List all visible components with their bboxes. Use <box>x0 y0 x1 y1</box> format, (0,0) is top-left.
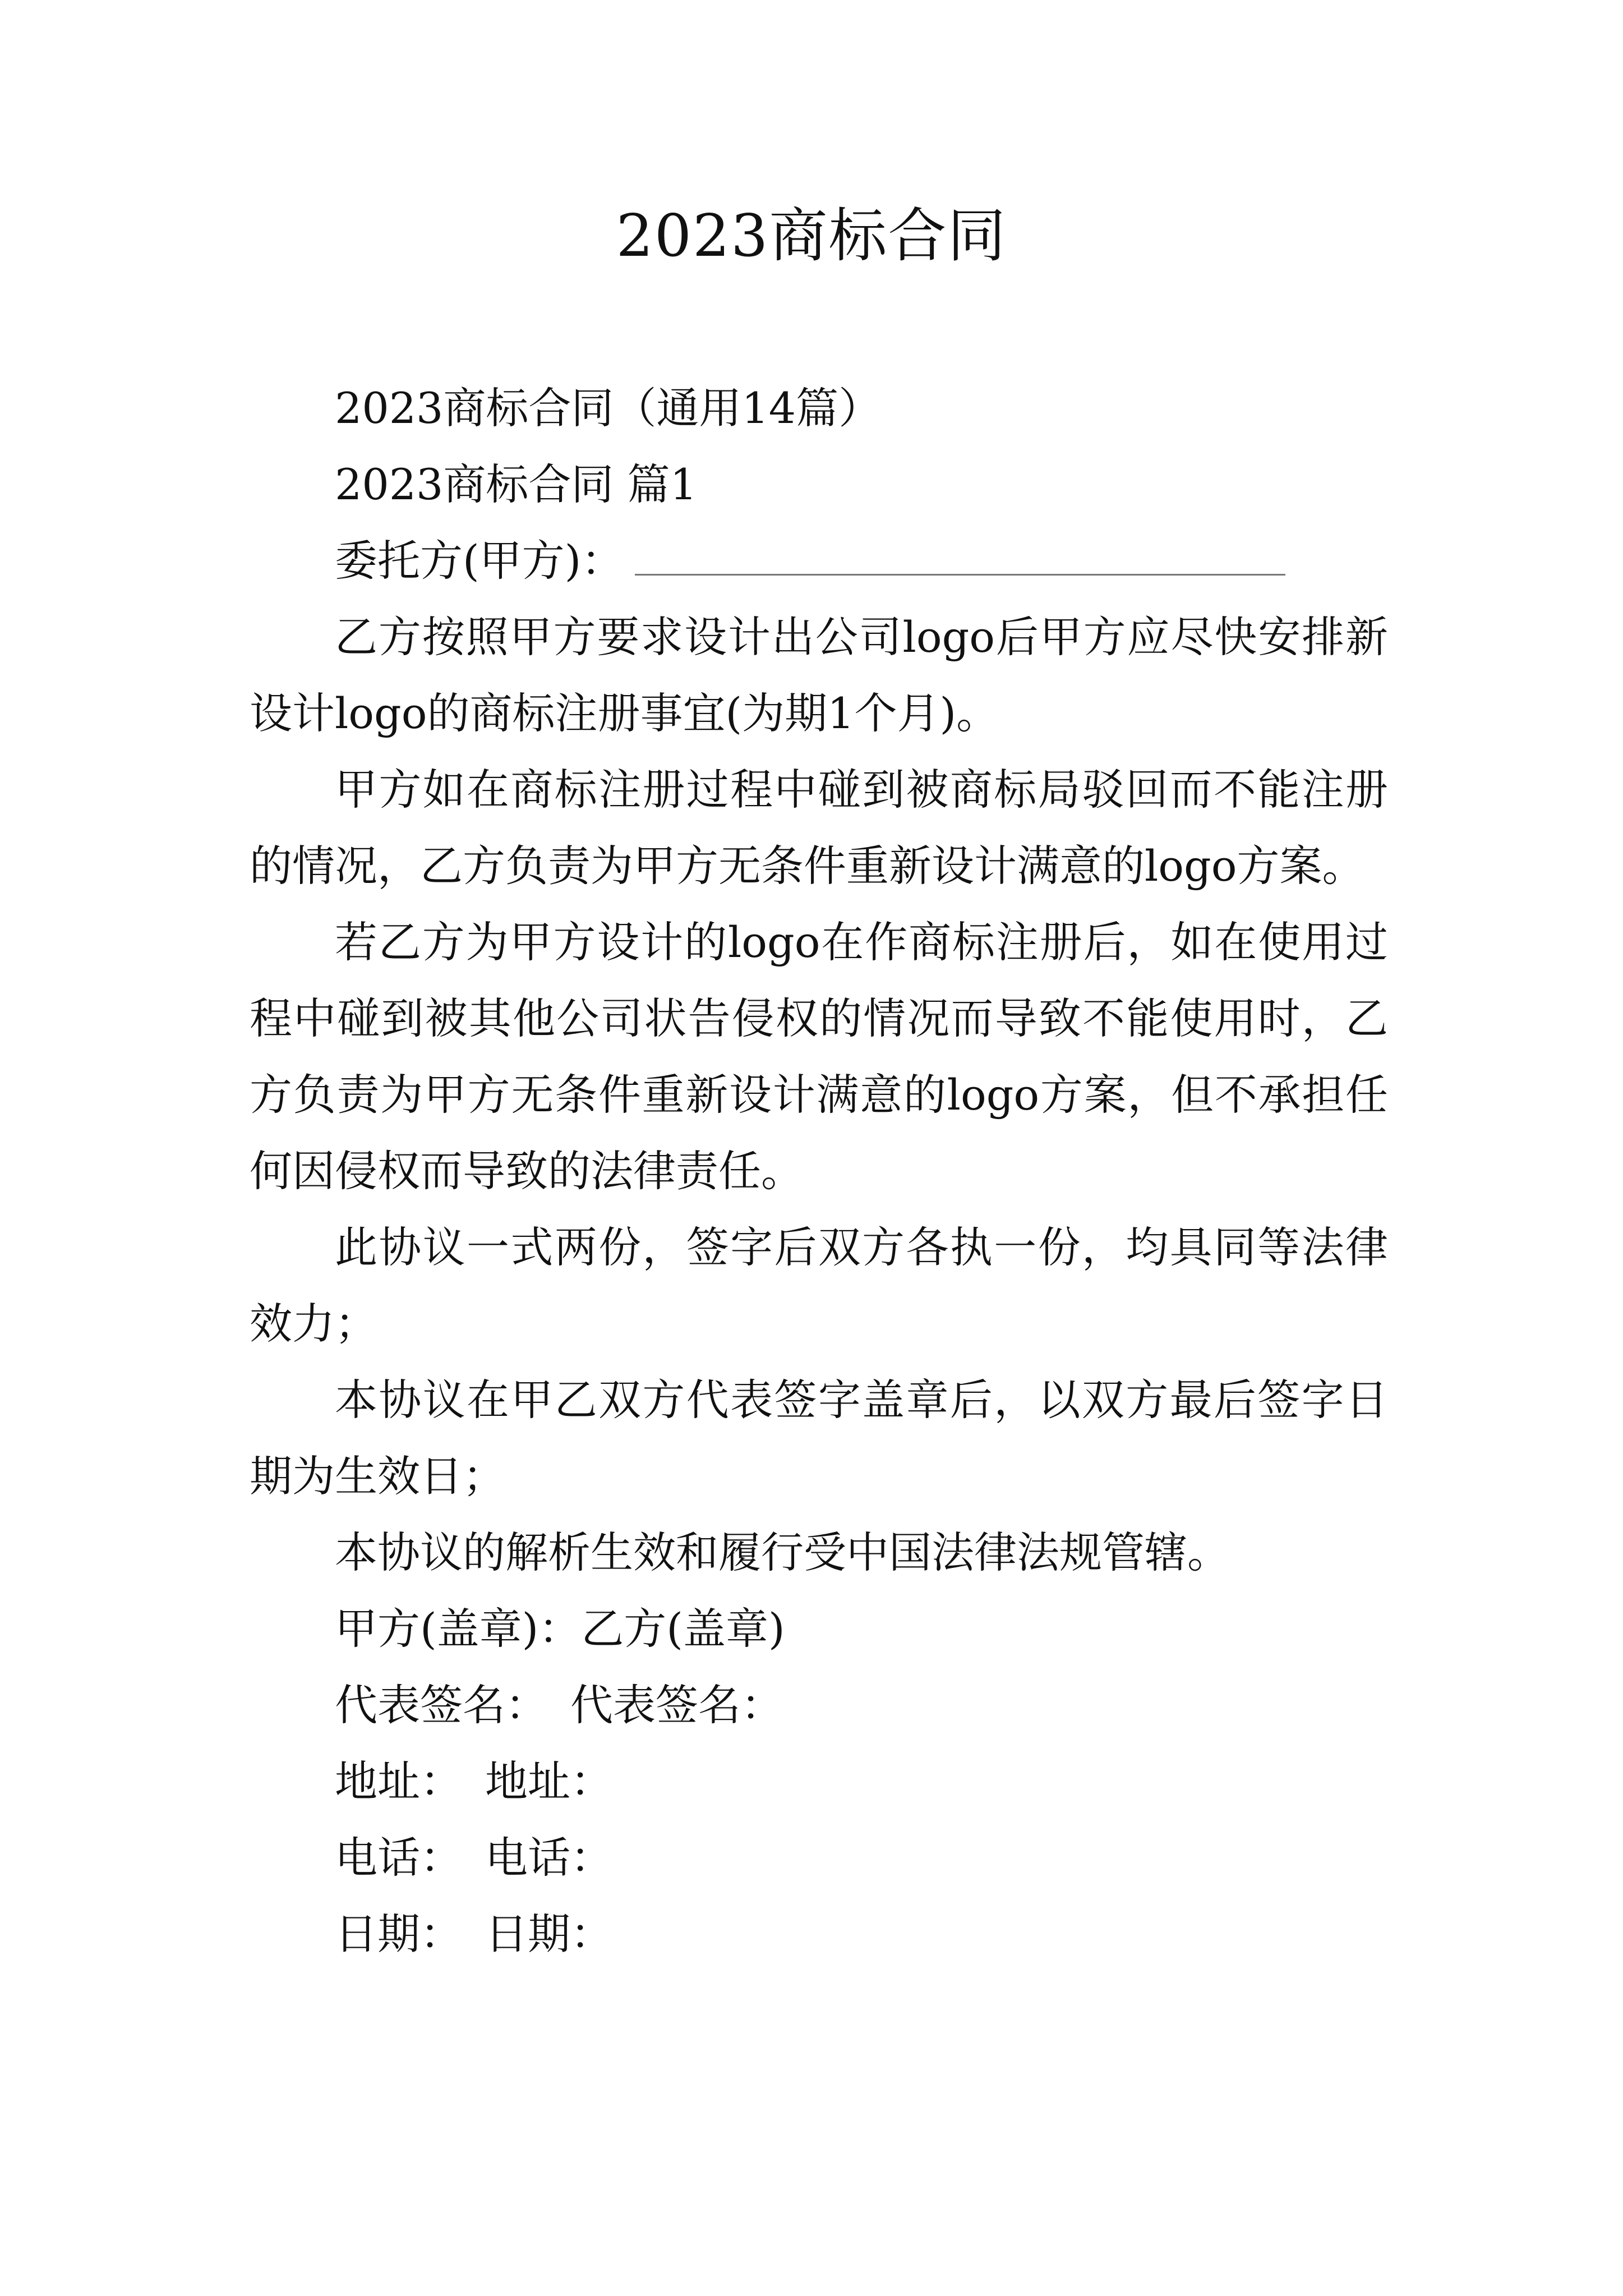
addr-label-b: 地址： <box>485 1756 613 1806</box>
date-label-b: 日期： <box>485 1909 613 1959</box>
paragraph: 本协议的解析生效和履行受中国法律法规管辖。 <box>335 1527 1230 1577</box>
phone-label-a: 电话： <box>335 1833 463 1883</box>
rep-label-a: 代表签名： <box>335 1680 548 1730</box>
date-label-a: 日期： <box>335 1909 463 1959</box>
representative-line <box>250 1667 1388 1743</box>
date-line <box>250 1896 1388 1972</box>
client-line <box>250 523 1388 599</box>
client-blank-line <box>635 540 1285 576</box>
address-line <box>250 1743 1388 1820</box>
seal-label-a: 甲方(盖章)： <box>335 1604 582 1654</box>
client-label: 委托方(甲方)： <box>335 536 624 586</box>
document-body <box>250 370 1388 1972</box>
rep-label-b: 代表签名： <box>570 1680 783 1730</box>
document-title: 2023商标合同 <box>616 201 1007 270</box>
addr-label-a: 地址： <box>335 1756 463 1806</box>
paragraph: 若乙方为甲方设计的logo在作商标注册后，如在使用过程中碰到被其他公司状告侵权的情况而导致不能使用时，乙方负责为甲方无条件重新设计满意的logo方案，但不承担任何因侵权而导致的法律责任。 <box>250 917 1388 1196</box>
seal-line <box>250 1591 1388 1667</box>
phone-line <box>250 1820 1388 1896</box>
paragraph: 此协议一式两份，签字后双方各执一份，均具同等法律效力； <box>250 1222 1388 1349</box>
paragraph: 乙方按照甲方要求设计出公司logo后甲方应尽快安排新设计logo的商标注册事宜(为期1个月)。 <box>250 612 1388 738</box>
phone-label-b: 电话： <box>485 1833 613 1883</box>
paragraph: 本协议在甲乙双方代表签字盖章后，以双方最后签字日期为生效日； <box>250 1375 1388 1501</box>
paragraph: 甲方如在商标注册过程中碰到被商标局驳回而不能注册的情况，乙方负责为甲方无条件重新设计满意的logo方案。 <box>250 765 1388 891</box>
document-subtitle: 2023商标合同（通用14篇） <box>335 383 882 433</box>
section-heading: 2023商标合同 篇1 <box>335 459 697 509</box>
seal-label-b: 乙方(盖章) <box>581 1604 785 1654</box>
